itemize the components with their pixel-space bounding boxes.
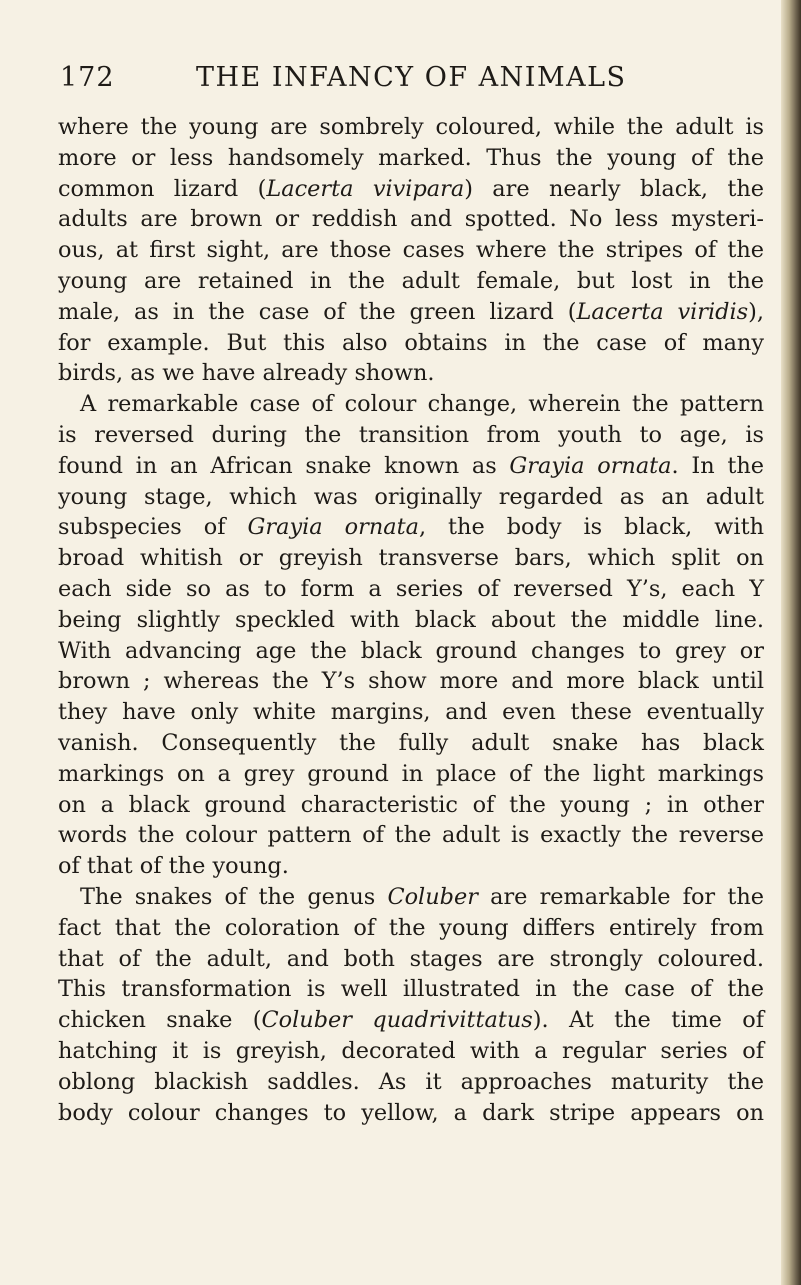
text-segment: ), (748, 298, 764, 325)
italic-species-name: Grayia ornata (247, 514, 419, 541)
text-line (58, 235, 764, 266)
text-segment: being slightly speckled with black about the middle line. (58, 606, 764, 633)
text-segment: . In the (671, 452, 764, 479)
text-line (58, 759, 764, 790)
text-segment: of that of the young. (58, 853, 289, 880)
text-line (58, 174, 764, 205)
text-segment: ) are nearly black, the (464, 175, 765, 202)
text-segment: words the colour pattern of the adult is exactly the reverse (58, 822, 764, 849)
text-line (58, 297, 764, 328)
text-line (58, 974, 764, 1005)
body-text (58, 112, 764, 1128)
text-segment: The snakes of the genus (80, 883, 388, 910)
text-line (58, 482, 764, 513)
text-segment: ous, at first sight, are those cases where the stripes of the (58, 237, 764, 264)
running-title: THE INFANCY OF ANIMALS (196, 62, 627, 93)
text-line (58, 605, 764, 636)
text-line (58, 420, 764, 451)
text-line (58, 1036, 764, 1067)
text-segment: young are retained in the adult female, but lost in the (58, 267, 764, 294)
text-segment: brown ; whereas the Y’s show more and more black until (58, 668, 764, 695)
text-line (58, 543, 764, 574)
text-line (58, 1005, 764, 1036)
text-segment: adults are brown or reddish and spotted. No less mysteri- (58, 206, 764, 233)
text-line (58, 512, 764, 543)
text-segment: they have only white margins, and even these eventually (58, 699, 764, 726)
text-segment: hatching it is greyish, decorated with a regular series of (58, 1037, 764, 1064)
text-line (58, 143, 764, 174)
text-segment: With advancing age the black ground changes to grey or (58, 637, 764, 664)
text-segment: where the young are sombrely coloured, while the adult is (58, 114, 764, 140)
text-segment: oblong blackish saddles. As it approaches maturity the (58, 1068, 764, 1095)
text-line (58, 266, 764, 297)
text-line (58, 944, 764, 975)
text-segment: chicken snake ( (58, 1007, 262, 1034)
text-line (58, 328, 764, 359)
text-segment: for example. But this also obtains in the case of many (58, 329, 764, 356)
text-line (58, 728, 764, 759)
text-line (58, 882, 764, 913)
text-segment: that of the adult, and both stages are strongly coloured. (58, 945, 764, 972)
text-segment: vanish. Consequently the fully adult snake has black (58, 729, 764, 756)
text-segment: ). At the time of (532, 1007, 764, 1034)
text-segment: more or less handsomely marked. Thus the young of the (58, 144, 764, 171)
text-line (58, 389, 764, 420)
page-edge-shadow (781, 0, 801, 1285)
text-line (58, 451, 764, 482)
text-line (58, 636, 764, 667)
text-line (58, 697, 764, 728)
text-segment: This transformation is well illustrated in the case of the (58, 976, 764, 1003)
text-segment: young stage, which was originally regarded as an adult (58, 483, 764, 510)
italic-species-name: Grayia ornata (509, 452, 672, 479)
text-segment: , the body is black, with (418, 514, 764, 541)
text-segment: A remarkable case of colour change, wherein the pattern (80, 391, 764, 418)
text-segment: subspecies of (58, 514, 248, 541)
text-line (58, 112, 764, 143)
text-segment: common lizard ( (58, 175, 267, 202)
text-segment: each side so as to form a series of reversed Y’s, each Y (58, 575, 764, 602)
page-number: 172 (60, 62, 115, 93)
text-segment: male, as in the case of the green lizard ( (58, 298, 577, 325)
italic-species-name: Coluber quadrivittatus (261, 1007, 533, 1034)
italic-species-name: Lacerta viridis (576, 298, 749, 325)
running-header (60, 62, 760, 102)
text-segment: body colour changes to yellow, a dark stripe appears on (58, 1099, 764, 1126)
text-line (58, 1067, 764, 1098)
italic-species-name: Coluber (387, 883, 478, 910)
text-line (58, 204, 764, 235)
text-segment: on a black ground characteristic of the young ; in other (58, 791, 764, 818)
text-segment: markings on a grey ground in place of the light markings (58, 760, 764, 787)
text-line (58, 574, 764, 605)
text-line (58, 851, 764, 882)
text-segment: birds, as we have already shown. (58, 360, 435, 387)
text-line (58, 1098, 764, 1129)
italic-species-name: Lacerta vivipara (266, 175, 465, 202)
text-line (58, 913, 764, 944)
text-line (58, 790, 764, 821)
text-line (58, 666, 764, 697)
text-line (58, 358, 764, 389)
text-line (58, 820, 764, 851)
text-segment: found in an African snake known as (58, 452, 510, 479)
text-segment: is reversed during the transition from youth to age, is (58, 421, 764, 448)
text-segment: fact that the coloration of the young differs entirely from (58, 914, 764, 941)
text-segment: are remarkable for the (477, 883, 764, 910)
text-segment: broad whitish or greyish transverse bars, which split on (58, 545, 764, 572)
